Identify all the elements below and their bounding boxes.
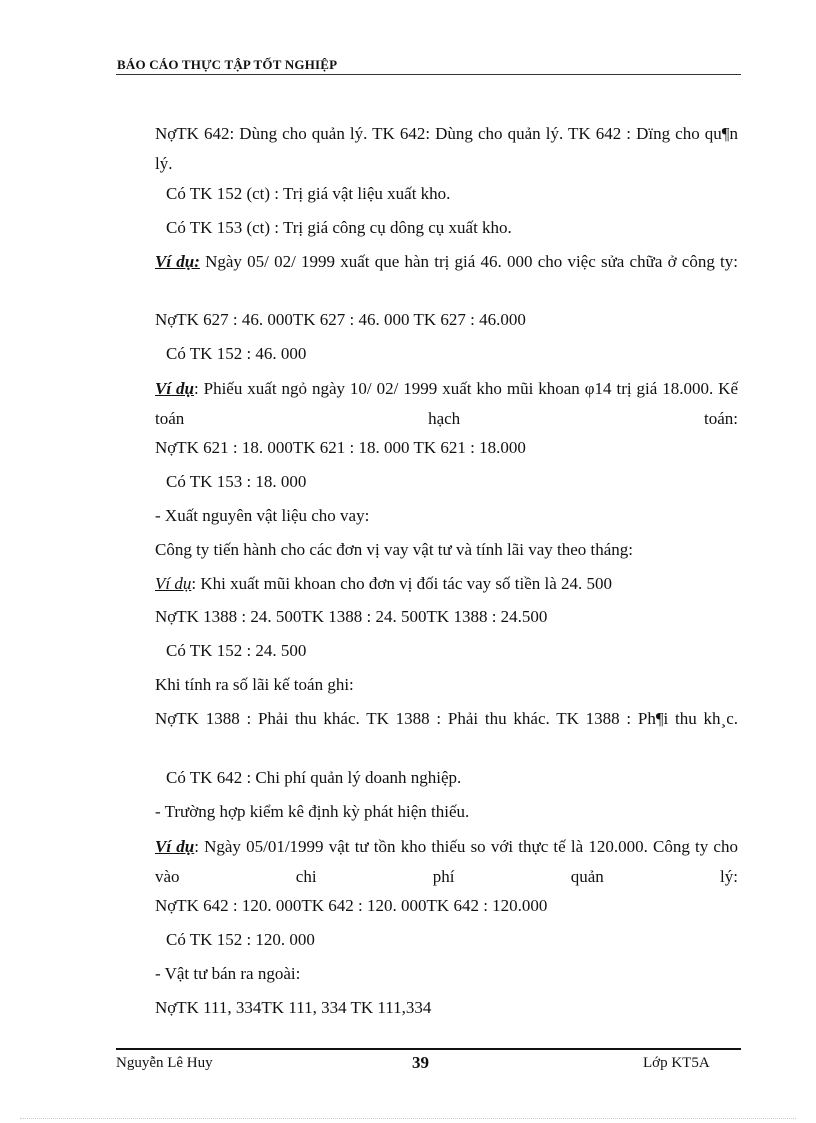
paragraph: Có TK 152 (ct) : Trị giá vật liệu xuất kho. <box>166 184 451 203</box>
example-paragraph <box>155 832 738 892</box>
paragraph: NợTK 111, 334TK 111, 334 TK 111,334 <box>155 998 432 1017</box>
paragraph: Có TK 153 (ct) : Trị giá công cụ dông cụ xuất kho. <box>166 218 512 237</box>
paragraph: Có TK 152 : 120. 000 <box>166 930 315 949</box>
example-paragraph <box>155 374 738 434</box>
paragraph: Có TK 152 : 24. 500 <box>166 641 307 660</box>
paragraph: Có TK 642 : Chi phí quản lý doanh nghiệp. <box>166 768 462 787</box>
header-divider <box>116 74 741 75</box>
footer-divider <box>116 1048 741 1050</box>
paragraph: NợTK 1388 : 24. 500TK 1388 : 24. 500TK 1388 : 24.500 <box>155 607 548 626</box>
example-text: : Ngày 05/01/1999 vật tư tồn kho thiếu so với thực tế là 120.000. Công ty cho vào chi phí quản lý: <box>155 837 738 886</box>
example-label: Ví dụ <box>155 379 194 398</box>
paragraph: NợTK 642 : 120. 000TK 642 : 120. 000TK 642 : 120.000 <box>155 896 548 915</box>
paragraph: Có TK 153 : 18. 000 <box>166 472 307 491</box>
paragraph: NợTK 1388 : Phải thu khác. TK 1388 : Phải thu khác. TK 1388 : Ph¶i thu kh¸c. <box>155 709 738 728</box>
footer-author: Nguyễn Lê Huy <box>116 1055 213 1071</box>
paragraph: Có TK 152 : 46. 000 <box>166 344 307 363</box>
paragraph: NợTK 627 : 46. 000TK 627 : 46. 000 TK 627 : 46.000 <box>155 310 526 329</box>
paragraph: - Trường hợp kiểm kê định kỳ phát hiện thiếu. <box>155 802 470 821</box>
paragraph: Khi tính ra số lãi kế toán ghi: <box>155 675 354 694</box>
document-header: BÁO CÁO THỰC TẬP TỐT NGHIỆP <box>117 57 338 72</box>
paragraph: - Vật tư bán ra ngoài: <box>155 964 301 983</box>
example-text: : Khi xuất mũi khoan cho đơn vị đối tác vay số tiền là 24. 500 <box>191 574 613 593</box>
paragraph: Công ty tiến hành cho các đơn vị vay vật tư và tính lãi vay theo tháng: <box>155 540 634 559</box>
page-number: 39 <box>412 1053 429 1072</box>
example-label: Ví dụ <box>155 837 195 856</box>
example-label: Ví dụ: <box>155 252 200 271</box>
paragraph: NợTK 621 : 18. 000TK 621 : 18. 000 TK 621 : 18.000 <box>155 438 526 457</box>
example-paragraph <box>155 569 738 599</box>
paragraph: NợTK 642: Dùng cho quản lý. TK 642: Dùng cho quản lý. TK 642 : Dïng cho qu¶n lý. <box>155 124 738 173</box>
page-bottom-edge <box>20 1118 796 1119</box>
footer-class: Lớp KT5A <box>643 1055 710 1071</box>
example-text: Ngày 05/ 02/ 1999 xuất que hàn trị giá 46. 000 cho việc sửa chữa ở công ty: <box>199 252 738 271</box>
example-label: Ví dụ <box>155 574 192 593</box>
example-text: : Phiếu xuất ngỏ ngày 10/ 02/ 1999 xuất kho mũi khoan φ14 trị giá 18.000. Kế toán hạch toán: <box>155 379 738 428</box>
paragraph: - Xuất nguyên vật liệu cho vay: <box>155 506 370 525</box>
example-paragraph <box>155 247 738 277</box>
